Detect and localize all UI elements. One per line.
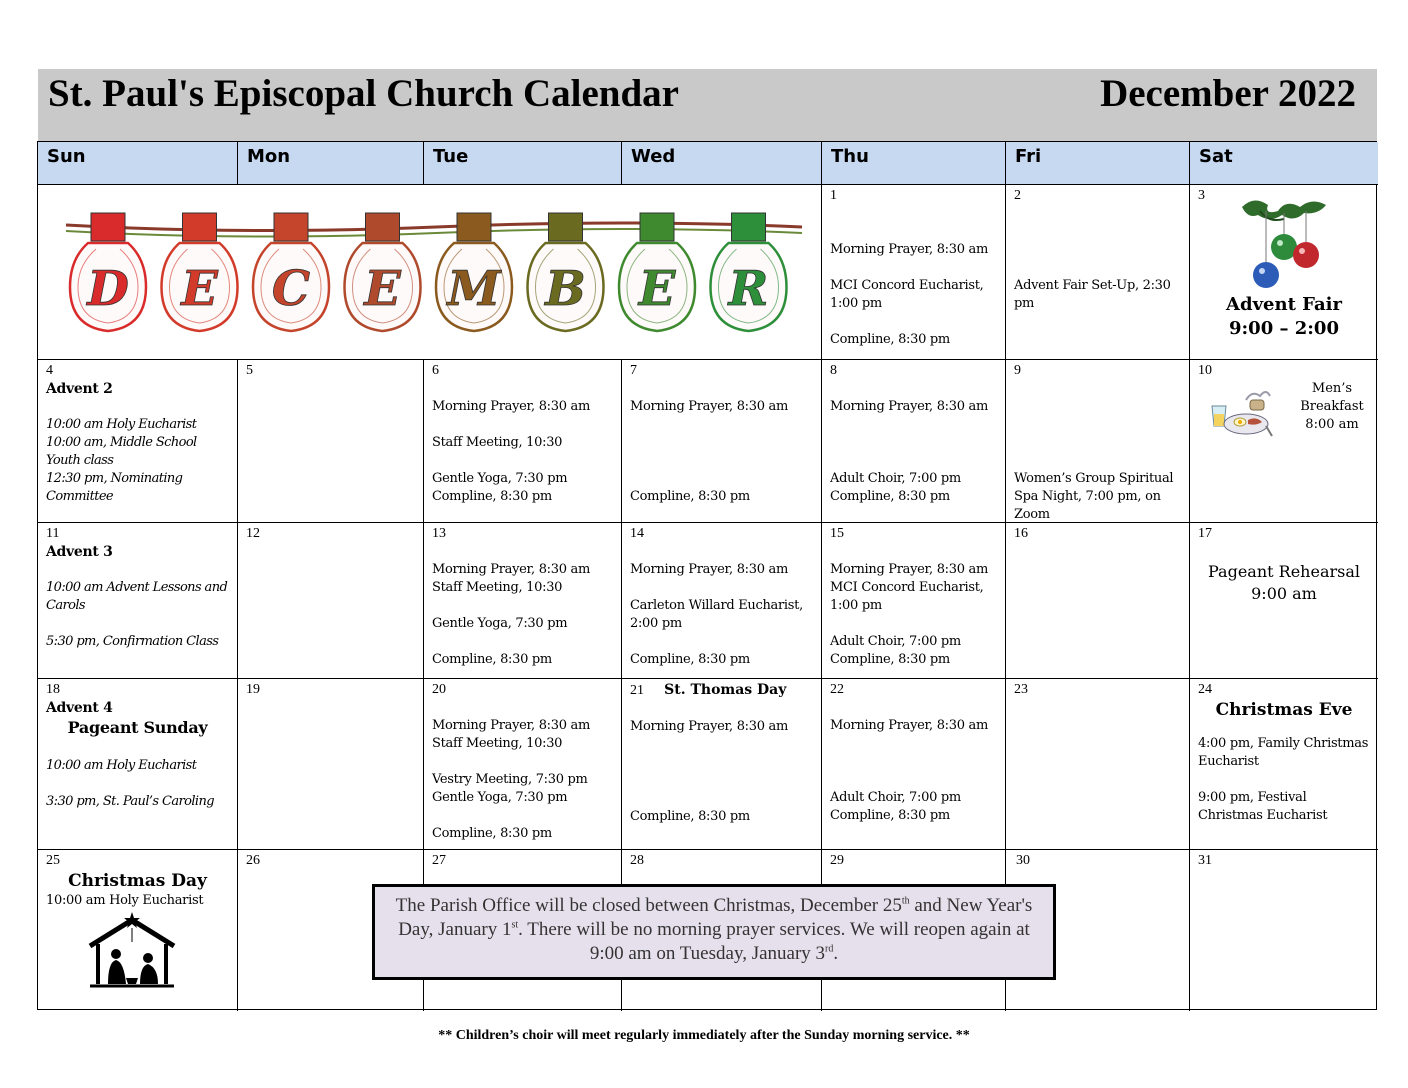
weekday-mon: Mon	[238, 142, 424, 185]
event: Staff Meeting, 10:30	[432, 435, 563, 450]
day-cell-21	[622, 679, 822, 850]
day-cell-4	[38, 360, 238, 523]
weekday-thu: Thu	[822, 142, 1006, 185]
event: Morning Prayer, 8:30 am	[432, 399, 591, 414]
day-number: 25	[46, 853, 60, 868]
event: Men’s Breakfast	[1300, 381, 1364, 414]
event: 10:00 am Holy Eucharist	[46, 893, 204, 908]
event: Adult Choir, 7:00 pm	[830, 634, 961, 649]
event: Morning Prayer, 8:30 am	[830, 399, 989, 414]
event: Morning Prayer, 8:30 am	[630, 562, 789, 577]
event: MCI Concord Eucharist, 1:00 pm	[830, 278, 984, 311]
ornaments-icon	[1234, 193, 1334, 289]
event: Vestry Meeting, 7:30 pm	[432, 772, 588, 787]
event: Morning Prayer, 8:30 am	[830, 718, 989, 733]
weekday-fri: Fri	[1006, 142, 1190, 185]
bulb-socket	[732, 213, 766, 241]
event: Gentle Yoga, 7:30 pm	[432, 616, 568, 631]
day-cell-18	[38, 679, 238, 850]
weekday-wed: Wed	[622, 142, 822, 185]
notice-text: and New Year's Day, January 1	[398, 895, 1033, 940]
event: Morning Prayer, 8:30 am	[432, 718, 591, 733]
bulb-letter: C	[271, 261, 311, 317]
event: 10:00 am, Middle School Youth class	[46, 435, 197, 468]
day-cell-17	[1190, 523, 1378, 679]
december-banner	[38, 185, 822, 360]
bulb-letter: M	[447, 261, 501, 317]
day-cell-7	[622, 360, 822, 523]
event: Gentle Yoga, 7:30 pm	[432, 790, 568, 805]
day-number: 16	[1014, 526, 1028, 541]
event: Adult Choir, 7:00 pm	[830, 790, 961, 805]
day-cell-11	[38, 523, 238, 679]
day-cell-16	[1006, 523, 1190, 679]
event: 10:00 am Holy Eucharist	[46, 417, 197, 432]
day-number: 28	[630, 853, 644, 868]
notice-text: . There will be no morning prayer services. We will reopen again at 9:00 am on Tuesday, January 3	[518, 919, 1030, 964]
day-number: 2	[1014, 188, 1021, 203]
event: Carleton Willard Eucharist, 2:00 pm	[630, 598, 803, 631]
event: 12:30 pm, Nominating Committee	[46, 471, 183, 504]
event: Morning Prayer, 8:30 am	[432, 562, 591, 577]
event: Advent Fair Set-Up, 2:30 pm	[1014, 278, 1171, 311]
day-cell-31	[1190, 850, 1378, 1011]
day-number: 30	[1016, 853, 1030, 868]
notice-text: The Parish Office will be closed between Christmas, December 25	[395, 895, 902, 916]
week-title: Advent 3	[46, 544, 113, 560]
calendar-month: December 2022	[1100, 72, 1356, 115]
event: Compline, 8:30 pm	[432, 489, 552, 504]
day-number: 15	[830, 526, 844, 541]
event: Pageant Rehearsal	[1208, 562, 1360, 581]
event: Compline, 8:30 pm	[630, 652, 750, 667]
day-cell-5	[238, 360, 424, 523]
parish-office-notice	[372, 884, 1056, 980]
event: 3:30 pm, St. Paul’s Caroling	[46, 794, 214, 809]
day-cell-1	[822, 185, 1006, 360]
event: Staff Meeting, 10:30	[432, 736, 563, 751]
day-number: 18	[46, 682, 60, 697]
day-number: 29	[830, 853, 844, 868]
day-cell-12	[238, 523, 424, 679]
event: Morning Prayer, 8:30 am	[830, 562, 989, 577]
event: 5:30 pm, Confirmation Class	[46, 634, 219, 649]
event: 9:00 am	[1251, 584, 1317, 603]
day-number: 1	[830, 188, 837, 203]
week-subtitle: Pageant Sunday	[67, 718, 208, 737]
event: MCI Concord Eucharist, 1:00 pm	[830, 580, 984, 613]
day-cell-8	[822, 360, 1006, 523]
day-number: 24	[1198, 682, 1212, 697]
day-number: 22	[830, 682, 844, 697]
nativity-icon	[86, 912, 178, 992]
notice-sup: st	[511, 919, 519, 931]
bulb-socket	[366, 213, 400, 241]
bulb-letter: R	[728, 261, 769, 317]
event-title: Christmas Eve	[1215, 700, 1353, 720]
bulb-letter: E	[638, 261, 676, 317]
day-number: 19	[246, 682, 260, 697]
event: Gentle Yoga, 7:30 pm	[432, 471, 568, 486]
day-cell-25	[38, 850, 238, 1011]
event-title: Christmas Day	[68, 871, 207, 891]
bulb-letter: B	[545, 261, 586, 317]
december-lights-banner	[46, 187, 822, 360]
event: Compline, 8:30 pm	[830, 652, 950, 667]
breakfast-icon	[1208, 382, 1274, 440]
week-title: Advent 2	[46, 381, 113, 397]
day-cell-20	[424, 679, 622, 850]
notice-sup: th	[901, 895, 910, 907]
day-number: 17	[1198, 526, 1212, 541]
day-number: 4	[46, 363, 53, 378]
day-number: 12	[246, 526, 260, 541]
day-cell-23	[1006, 679, 1190, 850]
banner-bulb	[619, 213, 695, 331]
event: Staff Meeting, 10:30	[432, 580, 563, 595]
event: 9:00 pm, Festival Christmas Eucharist	[1198, 790, 1328, 823]
day-cell-22	[822, 679, 1006, 850]
day-cell-10	[1190, 360, 1378, 523]
day-cell-3	[1190, 185, 1378, 360]
event: Compline, 8:30 pm	[630, 809, 750, 824]
day-number: 5	[246, 363, 253, 378]
notice-sup: rd	[825, 943, 834, 955]
day-number: 21	[630, 683, 644, 698]
feast-title: St. Thomas Day	[664, 682, 787, 698]
bulb-socket	[274, 213, 308, 241]
bulb-socket	[91, 213, 125, 241]
event: Morning Prayer, 8:30 am	[630, 719, 789, 734]
bulb-socket	[640, 213, 674, 241]
event: 10:00 am Advent Lessons and Carols	[46, 580, 228, 613]
day-number: 23	[1014, 682, 1028, 697]
bulb-letter: D	[87, 261, 129, 317]
calendar-title: St. Paul's Episcopal Church Calendar	[48, 72, 679, 115]
week-title: Advent 4	[46, 700, 113, 716]
event: Compline, 8:30 pm	[432, 652, 552, 667]
calendar-grid	[37, 141, 1377, 1010]
day-cell-19	[238, 679, 424, 850]
bulb-socket	[457, 213, 491, 241]
event: Compline, 8:30 pm	[630, 489, 750, 504]
weekday-tue: Tue	[424, 142, 622, 185]
event-time: 9:00 – 2:00	[1229, 318, 1339, 339]
footer-note: ** Children’s choir will meet regularly immediately after the Sunday morning service. **	[438, 1028, 970, 1043]
day-cell-9	[1006, 360, 1190, 523]
day-number: 13	[432, 526, 446, 541]
bulb-socket	[183, 213, 217, 241]
bulb-socket	[549, 213, 583, 241]
day-cell-15	[822, 523, 1006, 679]
day-number: 8	[830, 363, 837, 378]
banner-bulb	[70, 213, 146, 331]
day-cell-13	[424, 523, 622, 679]
bulb-letter: E	[364, 261, 401, 317]
event: Adult Choir, 7:00 pm	[830, 471, 961, 486]
day-number: 20	[432, 682, 446, 697]
event-title: Advent Fair	[1226, 294, 1342, 315]
weekday-sun: Sun	[38, 142, 238, 185]
event: Compline, 8:30 pm	[830, 808, 950, 823]
day-cell-6	[424, 360, 622, 523]
day-number: 14	[630, 526, 644, 541]
day-cell-14	[622, 523, 822, 679]
event: Compline, 8:30 pm	[830, 489, 950, 504]
event: 10:00 am Holy Eucharist	[46, 758, 197, 773]
bulb-letter: E	[181, 261, 218, 317]
notice-text: .	[833, 943, 839, 964]
event: Compline, 8:30 pm	[432, 826, 552, 841]
event: 4:00 pm, Family Christmas Eucharist	[1198, 736, 1369, 769]
day-number: 7	[630, 363, 637, 378]
day-number: 3	[1198, 188, 1205, 203]
day-number: 6	[432, 363, 439, 378]
day-cell-24	[1190, 679, 1378, 850]
day-number: 10	[1198, 363, 1212, 378]
event: Morning Prayer, 8:30 am	[630, 399, 789, 414]
day-number: 26	[246, 853, 260, 868]
weekday-sat: Sat	[1190, 142, 1378, 185]
day-cell-2	[1006, 185, 1190, 360]
day-number: 11	[46, 526, 60, 541]
event: Women’s Group Spiritual Spa Night, 7:00 pm, on Zoom	[1014, 471, 1174, 522]
day-number: 27	[432, 853, 446, 868]
event: 8:00 am	[1305, 417, 1359, 432]
event: Compline, 8:30 pm	[830, 332, 950, 347]
day-number: 9	[1014, 363, 1021, 378]
event: Morning Prayer, 8:30 am	[830, 242, 989, 257]
day-number: 31	[1198, 853, 1212, 868]
